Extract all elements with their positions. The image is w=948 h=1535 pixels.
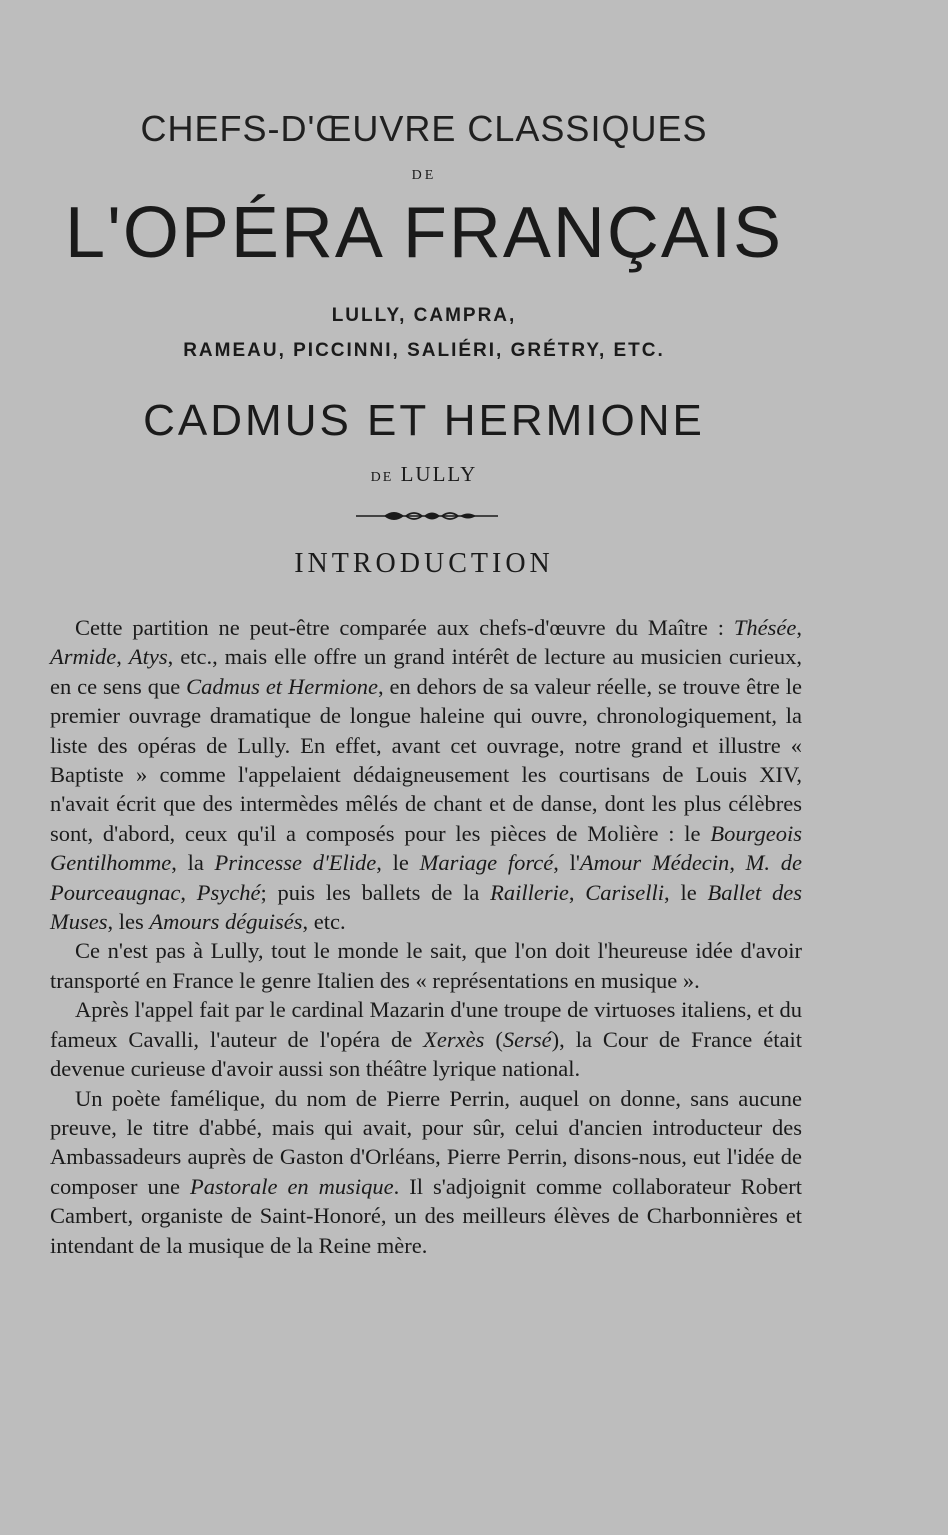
italic-title-text: Princesse d'Elide bbox=[214, 850, 377, 876]
work-title: CADMUS ET HERMIONE bbox=[143, 396, 705, 445]
paragraph-text: , la bbox=[171, 850, 215, 876]
paragraph-text: , etc., mais elle offre un grand intérêt de lecture au musicien curieux, en ce sens que bbox=[50, 644, 802, 699]
paragraph-text: , bbox=[729, 850, 746, 876]
italic-title-text: Cariselli bbox=[585, 879, 665, 905]
italic-title-text: Cadmus et Hermione bbox=[186, 673, 378, 699]
paragraph-text: ; puis les ballets de la bbox=[260, 879, 491, 905]
ornament-divider-icon bbox=[354, 506, 500, 526]
paragraph-text: , le bbox=[664, 879, 708, 905]
paragraph-text: Ce n'est pas à Lully, tout le monde le sait, que l'on doit l'heureuse idée d'avoir transporté en France le genre Italien des « représentations en musique ». bbox=[50, 938, 802, 993]
body-text bbox=[50, 613, 802, 1260]
series-de: DE bbox=[411, 168, 437, 183]
italic-title-text: Atys bbox=[128, 644, 168, 670]
paragraph-text: , etc. bbox=[302, 909, 346, 935]
paragraph-text: Un poète famélique, du nom de Pierre Perrin, auquel on donne, sans aucune preuve, le titre d'abbé, mais qui avait, pour sûr, celui d'ancien introducteur des Ambassadeurs auprès de Gaston d'Orléans, Pierre Perrin, disons-nous, eut l'idée de composer une bbox=[50, 1085, 802, 1199]
italic-title-text: Mariage forcé bbox=[419, 850, 554, 876]
paragraph bbox=[50, 613, 802, 936]
paragraph-text: ( bbox=[484, 1026, 503, 1052]
composers-line-1: LULLY, CAMPRA, bbox=[331, 305, 517, 326]
italic-title-text: Raillerie bbox=[490, 879, 569, 905]
section-heading: INTRODUCTION bbox=[294, 548, 554, 579]
paragraph-text: , bbox=[796, 615, 802, 640]
paragraph bbox=[50, 936, 802, 995]
italic-title-text: Thésée bbox=[733, 615, 797, 640]
work-author-prefix: DE bbox=[370, 470, 394, 485]
work-author: LULLY bbox=[400, 462, 478, 486]
paragraph-text: , l' bbox=[553, 850, 580, 876]
italic-title-text: Pastorale en musique bbox=[189, 1173, 394, 1199]
italic-title-text: Amour Médecin bbox=[579, 850, 730, 876]
series-title: CHEFS-D'ŒUVRE CLASSIQUES bbox=[140, 108, 708, 149]
paragraph-text: , le bbox=[376, 850, 420, 876]
paragraph-text: Cette partition ne peut-être comparée aux chefs-d'œuvre du Maître : bbox=[75, 615, 734, 640]
paragraph-text: , bbox=[180, 879, 197, 905]
paragraph bbox=[50, 1084, 802, 1260]
italic-title-text: Sersé bbox=[502, 1026, 552, 1052]
italic-title-text: Bourgeois Gentilhomme bbox=[50, 820, 802, 876]
italic-title-text: Ballet des Muses bbox=[50, 879, 802, 935]
composers-line-2: RAMEAU, PICCINNI, SALIÉRI, GRÉTRY, ETC. bbox=[183, 340, 665, 361]
italic-title-text: Xerxès bbox=[423, 1026, 485, 1052]
italic-title-text: M. de Pourceaugnac bbox=[50, 850, 802, 905]
paragraph-text: , bbox=[568, 879, 586, 905]
paragraph-text: , en dehors de sa valeur réelle, se trouve être le premier ouvrage dramatique de longue haleine qui ouvre, chronologiquement, la liste des opéras de Lully. En effet, avant cet ouvrage, notre grand et illustre « Baptiste » comme l'appelaient dédaigneusement les courtisans de Louis XIV, n'avait écrit que des intermèdes mêlés de chant et de danse, dont les plus célèbres sont, d'abord, ceux qu'il a composés pour les pièces de Molière : le bbox=[50, 673, 802, 846]
italic-title-text: Armide bbox=[50, 644, 117, 670]
series-main-title: L'OPÉRA FRANÇAIS bbox=[65, 193, 783, 273]
paragraph bbox=[50, 995, 802, 1083]
paragraph-text: , bbox=[116, 644, 129, 670]
italic-title-text: Amours déguisés bbox=[149, 909, 303, 935]
paragraph-text: Après l'appel fait par le cardinal Mazarin d'une troupe de virtuoses italiens, et du fameux Cavalli, l'auteur de l'opéra de bbox=[50, 997, 802, 1052]
italic-title-text: Psyché bbox=[196, 879, 261, 905]
paragraph-text: ), la Cour de France était devenue curieuse d'avoir aussi son théâtre lyrique national. bbox=[50, 1026, 802, 1082]
work-author-line bbox=[0, 462, 848, 487]
paragraph-text: . Il s'adjoignit comme collaborateur Robert Cambert, organiste de Saint-Honoré, un des meilleurs élèves de Charbonnières et intendant de la musique de la Reine mère. bbox=[50, 1173, 802, 1258]
paragraph-text: , les bbox=[107, 909, 150, 935]
